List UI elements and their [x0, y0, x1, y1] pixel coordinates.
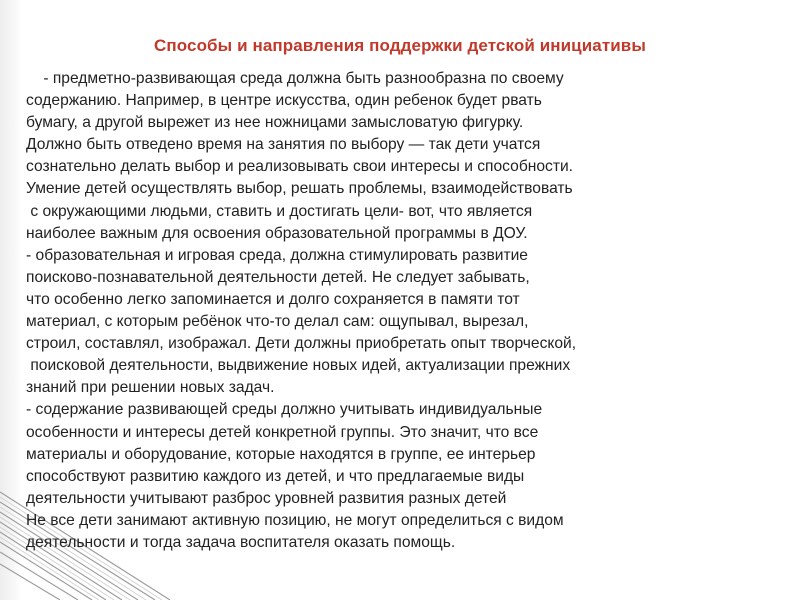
body-line: знаний при решении новых задач. — [26, 379, 275, 397]
body-line: деятельности и тогда задача воспитателя оказать помощь. — [26, 533, 456, 551]
slide-body-text — [26, 68, 756, 554]
body-line: строил, составлял, изображал. Дети должны приобретать опыт творческой, — [26, 335, 577, 353]
body-line: материал, с которым ребёнок что-то делал сам: ощупывал, вырезал, — [26, 313, 529, 331]
body-line: способствуют развитию каждого из детей, и что предлагаемые виды — [26, 467, 525, 485]
body-line: поисковой деятельности, выдвижение новых идей, актуализации прежних — [26, 357, 571, 375]
body-line: бумагу, а другой вырежет из нее ножницами замысловатую фигурку. — [26, 114, 524, 132]
body-line: Умение детей осуществлять выбор, решать проблемы, взаимодействовать — [26, 180, 573, 198]
body-line: наиболее важным для освоения образовательной программы в ДОУ. — [26, 224, 528, 242]
body-line: особенности и интересы детей конкретной группы. Это значит, что все — [26, 423, 539, 441]
body-line: деятельности учитывают разброс уровней развития разных детей — [26, 489, 507, 507]
body-line: поисково-познавательной деятельности детей. Не следует забывать, — [26, 268, 530, 286]
body-line: - образовательная и игровая среда, должна стимулировать развитие — [26, 246, 528, 264]
body-line: Должно быть отведено время на занятия по выбору — так дети учатся — [26, 136, 541, 154]
body-line: с окружающими людьми, ставить и достигать цели- вот, что является — [26, 202, 533, 220]
body-line: содержанию. Например, в центре искусства, один ребенок будет рвать — [26, 92, 542, 110]
slide-title: Способы и направления поддержки детской инициативы — [154, 36, 646, 55]
body-line: материалы и оборудование, которые находятся в группе, ее интерьер — [26, 445, 536, 463]
body-line: сознательно делать выбор и реализовывать свои интересы и способности. — [26, 158, 574, 176]
body-line: Не все дети занимают активную позицию, не могут определиться с видом — [26, 511, 564, 529]
body-line: что особенно легко запоминается и долго сохраняется в памяти тот — [26, 290, 520, 308]
body-line: - содержание развивающей среды должно учитывать индивидуальные — [26, 401, 543, 419]
body-line: - предметно-развивающая среда должна быть разнообразна по своему — [26, 70, 564, 87]
